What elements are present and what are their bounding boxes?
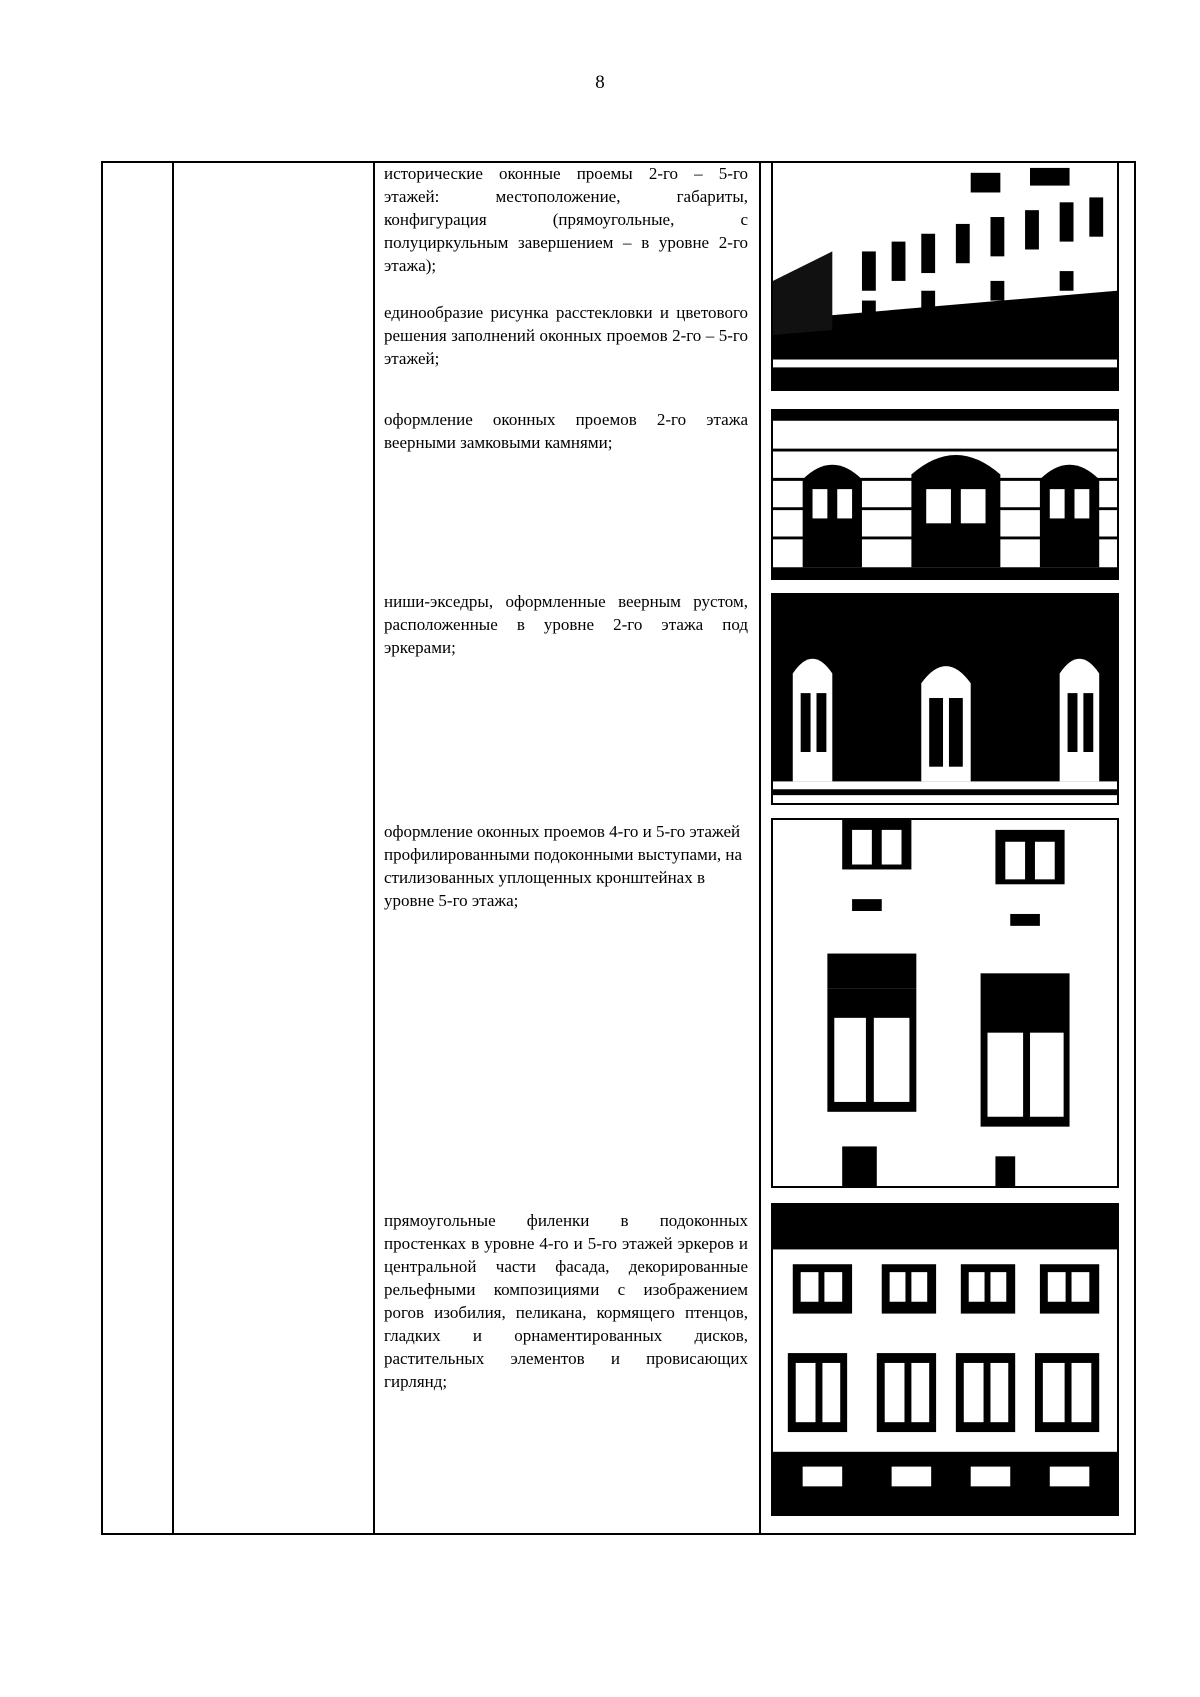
window-sills-photo [771, 818, 1119, 1188]
decorative-panels-photo [771, 1203, 1119, 1516]
column-divider [759, 163, 761, 1533]
keystone-windows-photo [771, 409, 1119, 580]
table-cell-text: прямоугольные филенки в подоконных простенках в уровне 4-го и 5-го этажей эркеров и центральной части фасада, декорированные рельефными композициями с изображением рогов изобилия, пеликана, кормящего птенцов, гладких и орнаментированных дисков, растительных элементов и провисающих гирлянд; [384, 1211, 748, 1391]
column-divider [172, 163, 174, 1533]
table-cell-text: оформление оконных проемов 4-го и 5-го этажей профилированными подоконными выступами, на стилизованных уплощенных кронштейнах в уровне 5-го этажа; [384, 822, 743, 910]
table-cell-text: оформление оконных проемов 2-го этажа веерными замковыми камнями; [384, 410, 748, 452]
facade-photo [771, 161, 1119, 391]
table-cell-text: единообразие рисунка расстекловки и цветового решения заполнений оконных проемов 2-го – 5-го этажей; [384, 303, 748, 368]
table-cell-text: исторические оконные проемы 2-го – 5-го этажей: местоположение, габариты, конфигурация (прямоугольные, с полуциркульным завершением – в уровне 2-го этажа); [384, 164, 748, 275]
exedra-niche-photo [771, 593, 1119, 805]
column-divider [373, 163, 375, 1533]
table-cell-text: ниши-экседры, оформленные веерным рустом, расположенные в уровне 2-го этажа под эркерами; [384, 592, 748, 657]
page-number: 8 [595, 72, 605, 93]
